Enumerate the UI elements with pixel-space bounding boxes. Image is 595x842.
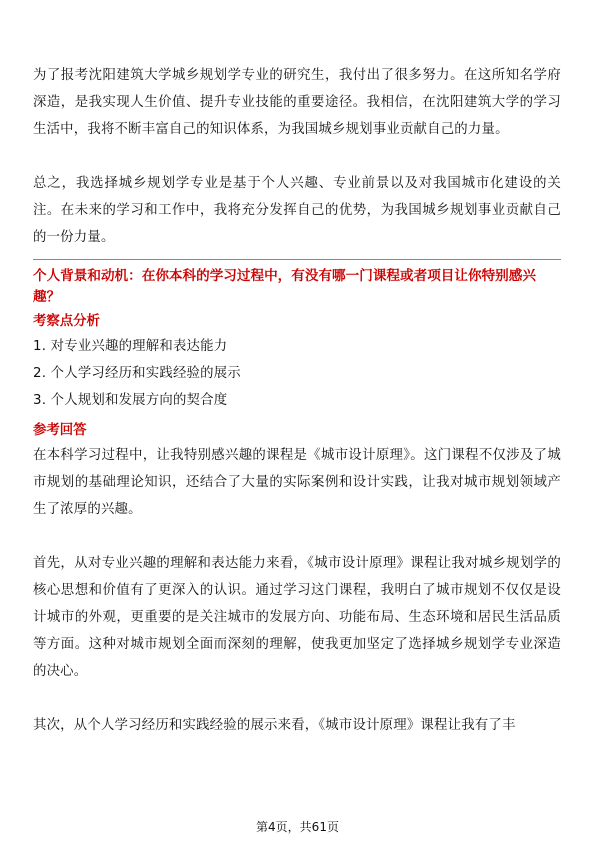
analysis-item-3: 3. 个人规划和发展方向的契合度 — [33, 393, 228, 408]
analysis-item-2: 2. 个人学习经历和实践经验的展示 — [33, 366, 241, 381]
intro-paragraph-2: 总之，我选择城乡规划学专业是基于个人兴趣、专业前景以及对我国城市化建设的关注。在未来的学习和工作中，我将充分发挥自己的优势，为我国城乡规划事业贡献自己的一份力量。 — [33, 176, 561, 245]
analysis-heading: 考察点分析 — [33, 314, 100, 329]
answer-heading: 参考回答 — [33, 423, 87, 438]
question-heading: 个人背景和动机：在你本科的学习过程中，有没有哪一门课程或者项目让你特别感兴趣？ — [33, 268, 536, 305]
analysis-list — [33, 333, 561, 414]
analysis-item-1: 1. 对专业兴趣的理解和表达能力 — [33, 339, 228, 354]
page-number-footer: 第4页，共61页 — [256, 820, 339, 834]
answer-paragraph-2: 首先，从对专业兴趣的理解和表达能力来看，《城市设计原理》课程让我对城乡规划学的核心思想和价值有了更深入的认识。通过学习这门课程，我明白了城市规划不仅仅是设计城市的外观，更重要的是关注城市的发展方向、功能布局、生态环境和居民生活品质等方面。这种对城市规划全面而深刻的理解，使我更加坚定了选择城乡规划学专业深造的决心。 — [33, 556, 561, 679]
answer-paragraph-3: 其次，从个人学习经历和实践经验的展示来看，《城市设计原理》课程让我有了丰 — [33, 718, 516, 733]
answer-paragraph-1: 在本科学习过程中，让我特别感兴趣的课程是《城市设计原理》。这门课程不仅涉及了城市规划的基础理论知识，还结合了大量的实际案例和设计实践，让我对城市规划领域产生了浓厚的兴趣。 — [33, 448, 561, 517]
document-page — [33, 62, 561, 739]
section-divider — [33, 259, 561, 260]
intro-paragraph-1: 为了报考沈阳建筑大学城乡规划学专业的研究生，我付出了很多努力。在这所知名学府深造，是我实现人生价值、提升专业技能的重要途径。我相信，在沈阳建筑大学的学习生活中，我将不断丰富自己的知识体系，为我国城乡规划事业贡献自己的力量。 — [33, 68, 561, 137]
